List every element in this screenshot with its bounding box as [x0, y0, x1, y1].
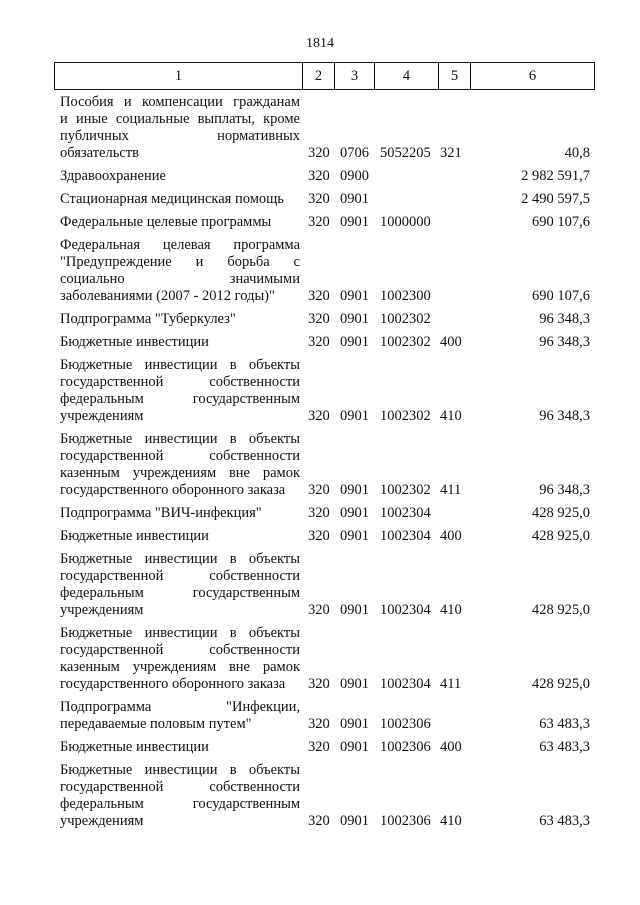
table-row — [60, 357, 590, 425]
row-description — [60, 334, 300, 351]
ministry-code: 320 — [308, 288, 330, 304]
amount: 2 982 591,7 — [521, 168, 590, 184]
target-article-code: 1002304 — [380, 528, 431, 544]
description-line: Пособия и компенсации гражданам — [60, 94, 300, 110]
description-line: Подпрограмма "Инфекции, — [60, 699, 300, 715]
section-code: 0901 — [340, 602, 369, 618]
expense-type-code: 321 — [440, 145, 462, 161]
table-row — [60, 528, 590, 545]
description-line: Стационарная медицинская помощь — [60, 191, 284, 207]
amount: 428 925,0 — [532, 676, 590, 692]
section-code: 0901 — [340, 408, 369, 424]
description-line: государственной собственности — [60, 374, 300, 390]
table-row — [60, 237, 590, 305]
row-description — [60, 168, 300, 185]
expense-type-code: 410 — [440, 408, 462, 424]
description-line: Бюджетные инвестиции в объекты — [60, 431, 300, 447]
description-line: Бюджетные инвестиции в объекты — [60, 357, 300, 373]
target-article-code: 1002306 — [380, 739, 431, 755]
amount: 428 925,0 — [532, 528, 590, 544]
amount: 63 483,3 — [539, 739, 590, 755]
description-line: Здравоохранение — [60, 168, 166, 184]
description-line: федеральным государственным — [60, 796, 300, 812]
description-line: Подпрограмма "ВИЧ-инфекция" — [60, 505, 262, 521]
row-description — [60, 214, 300, 231]
amount: 428 925,0 — [532, 602, 590, 618]
row-description — [60, 431, 300, 499]
table-row — [60, 214, 590, 231]
target-article-code: 1002300 — [380, 288, 431, 304]
description-line: казенным учреждениям вне рамок — [60, 659, 300, 675]
description-line: федеральным государственным — [60, 391, 300, 407]
row-description — [60, 237, 300, 305]
ministry-code: 320 — [308, 813, 330, 829]
column-header-3: 3 — [335, 63, 375, 90]
section-code: 0901 — [340, 288, 369, 304]
amount: 690 107,6 — [532, 288, 590, 304]
expense-type-code: 400 — [440, 528, 462, 544]
row-description — [60, 311, 300, 328]
target-article-code: 1002304 — [380, 505, 431, 521]
section-code: 0901 — [340, 813, 369, 829]
ministry-code: 320 — [308, 311, 330, 327]
description-line: обязательств — [60, 145, 139, 161]
description-line: государственного оборонного заказа — [60, 676, 286, 692]
expense-type-code: 411 — [440, 482, 462, 498]
table-row — [60, 699, 590, 733]
description-line: Бюджетные инвестиции в объекты — [60, 762, 300, 778]
description-line: учреждениям — [60, 813, 144, 829]
amount: 63 483,3 — [539, 813, 590, 829]
row-description — [60, 357, 300, 425]
column-header-4: 4 — [375, 63, 439, 90]
expense-type-code: 411 — [440, 676, 462, 692]
expense-type-code: 400 — [440, 739, 462, 755]
row-description — [60, 528, 300, 545]
description-line: Федеральные целевые программы — [60, 214, 272, 230]
amount: 96 348,3 — [539, 482, 590, 498]
expense-type-code: 410 — [440, 602, 462, 618]
section-code: 0901 — [340, 739, 369, 755]
ministry-code: 320 — [308, 334, 330, 350]
ministry-code: 320 — [308, 716, 330, 732]
section-code: 0900 — [340, 168, 369, 184]
ministry-code: 320 — [308, 145, 330, 161]
ministry-code: 320 — [308, 505, 330, 521]
ministry-code: 320 — [308, 214, 330, 230]
section-code: 0901 — [340, 482, 369, 498]
description-line: государственной собственности — [60, 448, 300, 464]
table-row — [60, 191, 590, 208]
amount: 40,8 — [564, 145, 590, 161]
section-code: 0901 — [340, 214, 369, 230]
ministry-code: 320 — [308, 602, 330, 618]
description-line: федеральным государственным — [60, 585, 300, 601]
section-code: 0901 — [340, 676, 369, 692]
description-line: и иные социальные выплаты, кроме — [60, 111, 300, 127]
amount: 63 483,3 — [539, 716, 590, 732]
table-row — [60, 625, 590, 693]
section-code: 0901 — [340, 716, 369, 732]
ministry-code: 320 — [308, 528, 330, 544]
row-description — [60, 625, 300, 693]
column-header-6: 6 — [471, 63, 595, 90]
description-line: Бюджетные инвестиции — [60, 334, 209, 350]
description-line: учреждениям — [60, 408, 144, 424]
target-article-code: 1002306 — [380, 813, 431, 829]
target-article-code: 1002302 — [380, 334, 431, 350]
section-code: 0901 — [340, 505, 369, 521]
column-header-5: 5 — [439, 63, 471, 90]
description-line: Подпрограмма "Туберкулез" — [60, 311, 236, 327]
description-line: Бюджетные инвестиции в объекты — [60, 625, 300, 641]
expense-type-code: 400 — [440, 334, 462, 350]
budget-rows — [60, 94, 590, 836]
description-line: Бюджетные инвестиции — [60, 528, 209, 544]
section-code: 0706 — [340, 145, 369, 161]
row-description — [60, 191, 300, 208]
target-article-code: 5052205 — [380, 145, 431, 161]
description-line: социально значимыми — [60, 271, 300, 287]
table-row — [60, 311, 590, 328]
target-article-code: 1002304 — [380, 676, 431, 692]
description-line: заболеваниями (2007 - 2012 годы)" — [60, 288, 275, 304]
description-line: государственного оборонного заказа — [60, 482, 286, 498]
table-row — [60, 94, 590, 162]
description-line: государственной собственности — [60, 642, 300, 658]
description-line: Бюджетные инвестиции — [60, 739, 209, 755]
column-header-table — [54, 62, 595, 90]
description-line: "Предупреждение и борьба с — [60, 254, 300, 270]
description-line: Федеральная целевая программа — [60, 237, 300, 253]
ministry-code: 320 — [308, 482, 330, 498]
section-code: 0901 — [340, 191, 369, 207]
column-header-1: 1 — [55, 63, 303, 90]
amount: 96 348,3 — [539, 408, 590, 424]
section-code: 0901 — [340, 528, 369, 544]
expense-type-code: 410 — [440, 813, 462, 829]
page-number: 1814 — [306, 36, 334, 51]
table-row — [60, 168, 590, 185]
ministry-code: 320 — [308, 191, 330, 207]
row-description — [60, 551, 300, 619]
target-article-code: 1000000 — [380, 214, 431, 230]
row-description — [60, 94, 300, 162]
section-code: 0901 — [340, 311, 369, 327]
row-description — [60, 505, 300, 522]
table-row — [60, 551, 590, 619]
table-row — [60, 739, 590, 756]
description-line: передаваемые половым путем" — [60, 716, 252, 732]
description-line: государственной собственности — [60, 779, 300, 795]
amount: 96 348,3 — [539, 334, 590, 350]
ministry-code: 320 — [308, 739, 330, 755]
amount: 428 925,0 — [532, 505, 590, 521]
amount: 96 348,3 — [539, 311, 590, 327]
column-header-row — [55, 63, 595, 90]
description-line: учреждениям — [60, 602, 144, 618]
description-line: казенным учреждениям вне рамок — [60, 465, 300, 481]
table-row — [60, 334, 590, 351]
target-article-code: 1002302 — [380, 408, 431, 424]
table-row — [60, 762, 590, 830]
amount: 2 490 597,5 — [521, 191, 590, 207]
target-article-code: 1002302 — [380, 311, 431, 327]
row-description — [60, 739, 300, 756]
table-row — [60, 431, 590, 499]
row-description — [60, 699, 300, 733]
section-code: 0901 — [340, 334, 369, 350]
row-description — [60, 762, 300, 830]
description-line: Бюджетные инвестиции в объекты — [60, 551, 300, 567]
column-header-2: 2 — [303, 63, 335, 90]
description-line: государственной собственности — [60, 568, 300, 584]
target-article-code: 1002304 — [380, 602, 431, 618]
description-line: публичных нормативных — [60, 128, 300, 144]
table-row — [60, 505, 590, 522]
ministry-code: 320 — [308, 408, 330, 424]
ministry-code: 320 — [308, 168, 330, 184]
ministry-code: 320 — [308, 676, 330, 692]
target-article-code: 1002302 — [380, 482, 431, 498]
amount: 690 107,6 — [532, 214, 590, 230]
target-article-code: 1002306 — [380, 716, 431, 732]
